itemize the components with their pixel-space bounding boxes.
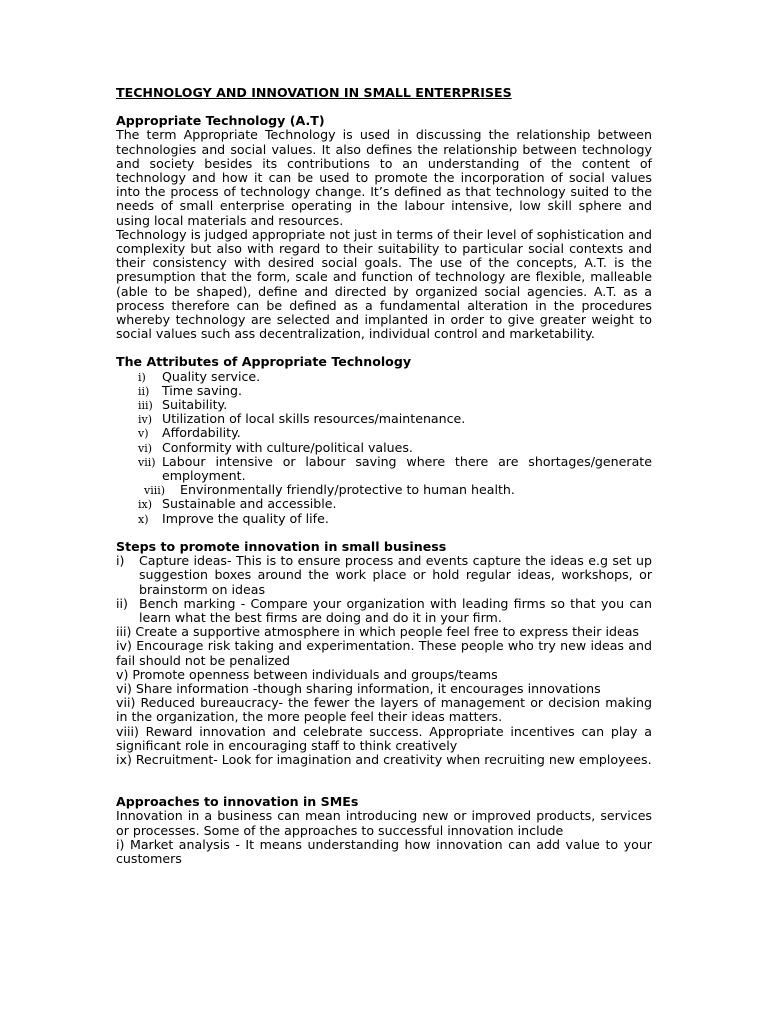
section-heading-attributes: The Attributes of Appropriate Technology — [116, 354, 412, 370]
paragraph: Technology is judged appropriate not just in terms of their level of sophistication and complexity but also with regard to their suitability to particular social contexts and their consistency with desired social goals. The use of the concepts, A.T. is the presumption that the form, scale and function of technology are flexible, malleable (able to be shaped), define and directed by organized social agencies. A.T. as a process therefore can be defined as a fundamental alteration in the procedures whereby technology are selected and implanted in order to give greater weight to social values such ass decentralization, individual control and marketability. — [116, 226, 652, 342]
list-item: i) Capture ideas- This is to ensure process and events capture the ideas e.g set up suggestion boxes around the work place or hold regular ideas, workshops, or brainstorm on ideas — [116, 553, 652, 597]
list-item: i) Quality service. — [138, 368, 261, 384]
list-item: viii) Environmentally friendly/protective to human health. — [144, 482, 515, 498]
document-title: TECHNOLOGY AND INNOVATION IN SMALL ENTERPRISES — [116, 85, 512, 100]
list-item: iii) Suitability. — [138, 397, 228, 413]
list-item: iv) Encourage risk taking and experimentation. These people who try new ideas and fail should not be penalized — [116, 638, 652, 668]
paragraph: The term Appropriate Technology is used in discussing the relationship between technologies and social values. It also defines the relationship between technology and society besides its contributions to an understanding of the content of technology and how it can be used to promote the incorporation of social values into the process of technology change. It’s defined as that technology suited to the needs of small enterprise operating in the labour intensive, low skill sphere and using local materials and resources. — [116, 127, 652, 228]
list-item: iii) Create a supportive atmosphere in which people feel free to express their ideas — [116, 624, 639, 640]
section-heading-appropriate-technology: Appropriate Technology (A.T) — [116, 113, 325, 129]
list-item: x) Improve the quality of life. — [138, 510, 329, 526]
list-item: ix) Sustainable and accessible. — [138, 496, 337, 512]
list-item: vii) Reduced bureaucracy- the fewer the layers of management or decision making in the organization, the more people feel their ideas matters. — [116, 695, 652, 725]
section-heading-approaches: Approaches to innovation in SMEs — [116, 794, 359, 810]
paragraph: Innovation in a business can mean introducing new or improved products, services or processes. Some of the approaches to successful innovation include — [116, 808, 652, 838]
section-heading-steps: Steps to promote innovation in small business — [116, 538, 447, 554]
document-body — [116, 86, 652, 866]
list-item: ii) Bench marking - Compare your organization with leading firms so that you can learn what the best firms are doing and do it in your firm. — [116, 595, 652, 625]
list-item: vi) Conformity with culture/political values. — [138, 439, 413, 455]
attributes-list — [116, 370, 652, 526]
list-item: v) Promote openness between individuals and groups/teams — [116, 666, 498, 682]
steps-list — [116, 554, 652, 625]
paragraph: i) Market analysis - It means understanding how innovation can add value to your customers — [116, 836, 652, 866]
list-item: ix) Recruitment- Look for imagination and creativity when recruiting new employees. — [116, 751, 652, 767]
list-item: viii) Reward innovation and celebrate success. Appropriate incentives can play a significant role in encouraging staff to think creatively — [116, 723, 652, 753]
list-item: vi) Share information -though sharing information, it encourages innovations — [116, 680, 601, 696]
list-item: v) Affordability. — [138, 425, 241, 441]
list-item: ii) Time saving. — [138, 382, 243, 398]
list-item: iv) Utilization of local skills resources/maintenance. — [138, 411, 466, 427]
list-item: vii) Labour intensive or labour saving where there are shortages/generate employment. — [138, 453, 652, 484]
